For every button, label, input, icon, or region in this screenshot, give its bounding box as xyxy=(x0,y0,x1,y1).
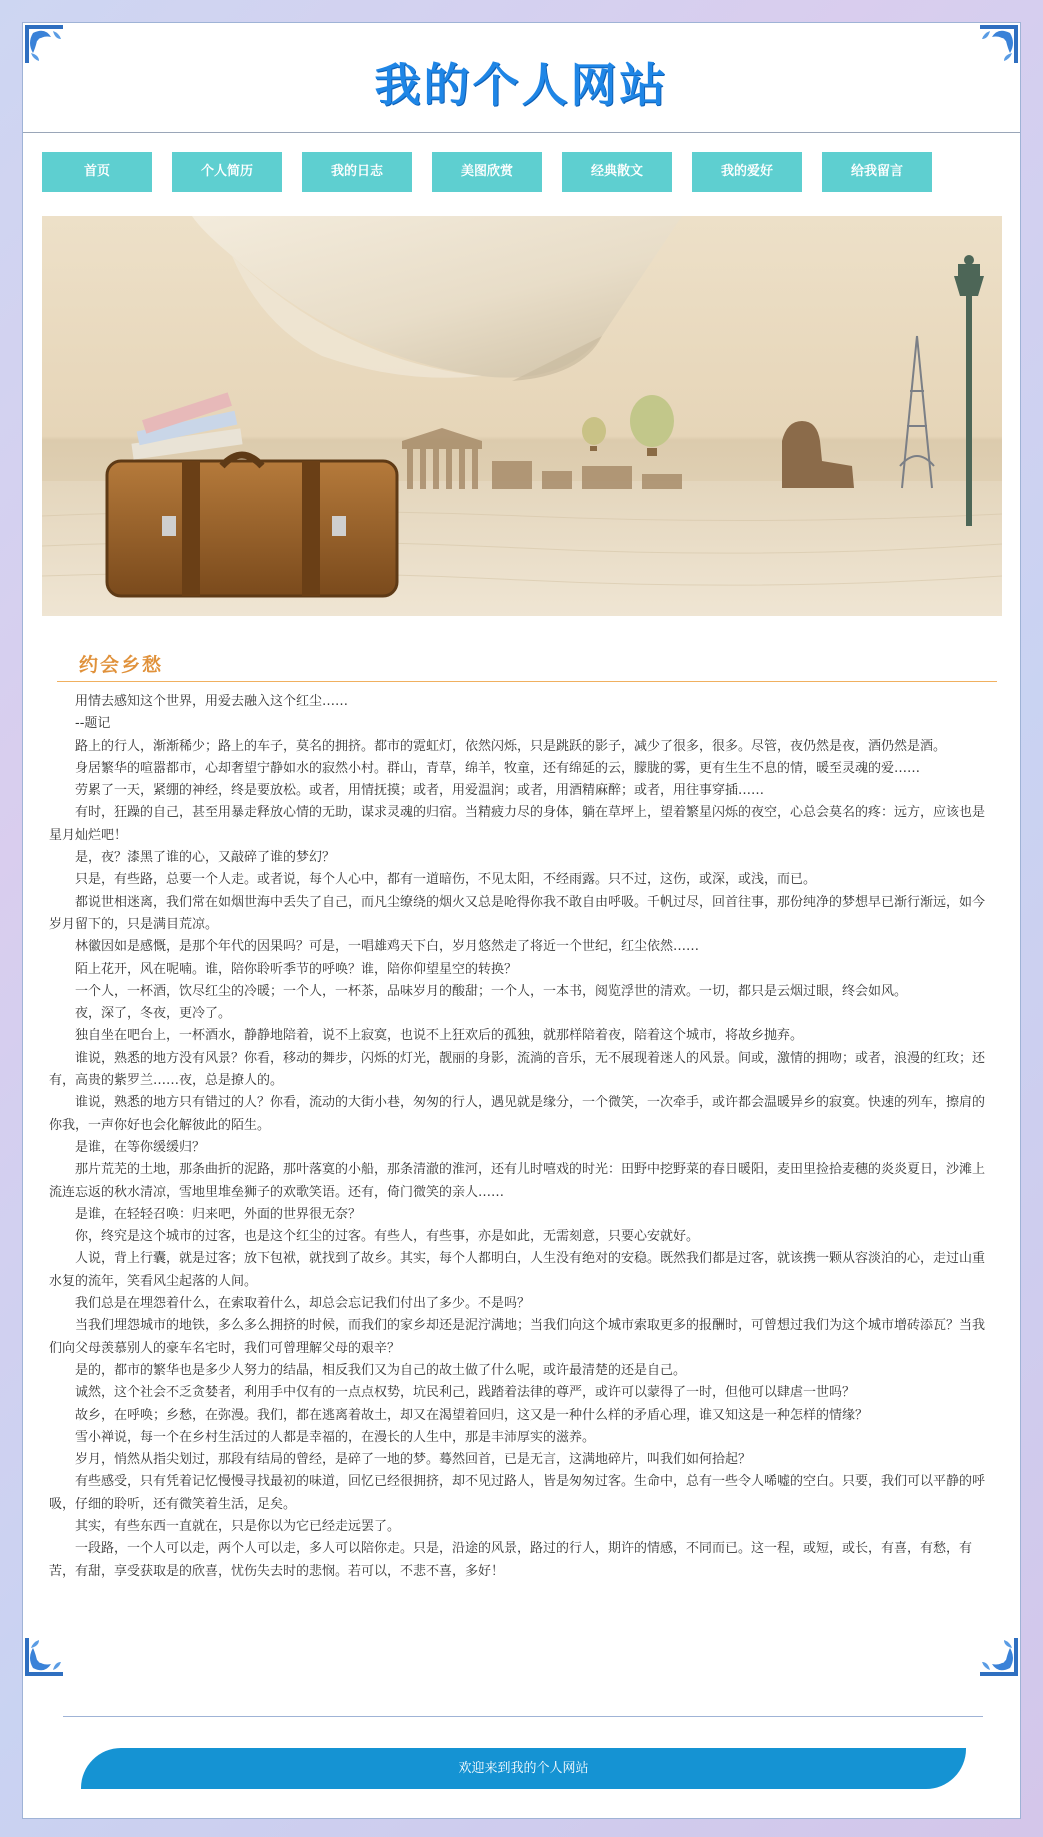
article-paragraph: 是，夜？漆黑了谁的心，又敲碎了谁的梦幻？ xyxy=(75,850,336,866)
article-paragraph: 夜，深了，冬夜，更冷了。 xyxy=(75,1006,232,1022)
article-paragraph: 劳累了一天，紧绷的神经，终是要放松。或者，用情抚摸；或者，用爱温润；或者，用酒精麻醉；或者，用往事穿插…… xyxy=(75,783,765,799)
site-title: 我的个人网站 xyxy=(374,58,669,112)
article-paragraph: 身居繁华的喧嚣都市，心却奢望宁静如水的寂然小村。群山，青草，绵羊，牧童，还有绵延的云，朦胧的雾，更有生生不息的情，暖至灵魂的爱…… xyxy=(75,760,921,776)
nav-item-home[interactable]: 首页 xyxy=(42,152,152,192)
article-paragraph: 我们总是在埋怨着什么，在索取着什么，却总会忘记我们付出了多少。不是吗？ xyxy=(75,1296,531,1312)
article-paragraph: 谁说，熟悉的地方没有风景？你看，移动的舞步，闪烁的灯光，靓丽的身影，流淌的音乐，无不展现着迷人的风景。间或，激情的拥吻；或者，浪漫的红玫；还有，高贵的紫罗兰……夜，总是撩人的。 xyxy=(49,1050,986,1089)
article-paragraph: 是谁，在轻轻召唤：归来吧，外面的世界很无奈？ xyxy=(75,1206,362,1222)
article-paragraph: 只是，有些路，总要一个人走。或者说，每个人心中，都有一道暗伤，不见太阳，不经雨露。只不过，这伤，或深，或浅，而已。 xyxy=(75,872,817,888)
article-title: 约会乡愁 xyxy=(79,654,164,676)
article-paragraph: 人说，背上行囊，就是过客；放下包袱，就找到了故乡。其实，每个人都明白，人生没有绝对的安稳。既然我们都是过客，就该携一颗从容淡泊的心，走过山重水复的流年，笑看风尘起落的人间。 xyxy=(49,1251,986,1289)
corner-ornament-icon xyxy=(23,1634,67,1678)
article-paragraph: 用情去感知这个世界，用爱去融入这个红尘…… xyxy=(75,694,349,709)
article-paragraph: 其实，有些东西一直就在，只是你以为它已经走远罢了。 xyxy=(75,1518,401,1534)
article-paragraph: --题记 xyxy=(75,716,111,732)
banner-image xyxy=(42,216,1002,616)
article-paragraph: 一个人，一杯酒，饮尽红尘的冷暖；一个人，一杯茶，品味岁月的酸甜；一个人，一本书，阅览浮世的清欢。一切，都只是云烟过眼，终会如风。 xyxy=(75,983,908,999)
article-paragraph: 林徽因如是感慨，是那个年代的因果吗？可是，一唱雄鸡天下白，岁月悠然走了将近一个世纪，红尘依然…… xyxy=(75,939,700,955)
article-paragraph: 陌上花开，风在呢喃。谁，陪你聆听季节的呼唤？谁，陪你仰望星空的转换？ xyxy=(75,961,518,977)
article-paragraph: 故乡，在呼唤；乡愁，在弥漫。我们，都在逃离着故土，却又在渴望着回归，这又是一种什么样的矛盾心理，谁又知这是一种怎样的情缘？ xyxy=(75,1407,869,1423)
page-frame xyxy=(22,22,1021,1819)
article-paragraph: 一段路，一个人可以走，两个人可以走，多人可以陪你走。只是，沿途的风景，路过的行人，期许的情感，不同而已。这一程，或短，或长，有喜，有愁，有苦，有甜，享受获取是的欣喜，忧伤失去时的悲悯。若可以，不悲不喜，多好！ xyxy=(49,1541,973,1579)
article-paragraph: 诚然，这个社会不乏贪婪者，利用手中仅有的一点点权势，坑民利己，践踏着法律的尊严，或许可以蒙得了一时，但他可以肆虐一世吗？ xyxy=(75,1385,856,1401)
footer-banner: 欢迎来到我的个人网站 xyxy=(81,1748,966,1789)
footer-divider xyxy=(63,1716,983,1717)
article-paragraph: 是的，都市的繁华也是多少人努力的结晶，相反我们又为自己的故土做了什么呢，或许最清楚的还是自己。 xyxy=(75,1362,687,1378)
article-paragraph: 雪小禅说，每一个在乡村生活过的人都是幸福的，在漫长的人生中，那是丰沛厚实的滋养。 xyxy=(75,1429,596,1445)
nav-item-journal[interactable]: 我的日志 xyxy=(302,152,412,192)
article-paragraph: 独自坐在吧台上，一杯酒水，静静地陪着，说不上寂寞，也说不上狂欢后的孤独，就那样陪着夜，陪着这个城市，将故乡抛弃。 xyxy=(75,1028,804,1044)
site-header xyxy=(23,23,1020,133)
article-body xyxy=(49,691,993,1583)
article-paragraph: 当我们埋怨城市的地铁，多么多么拥挤的时候，而我们的家乡却还是泥泞满地；当我们向这个城市索取更多的报酬时，可曾想过我们为这个城市增砖添瓦？当我们向父母羡慕别人的豪车名宅时，我们可曾理解父母的艰辛？ xyxy=(49,1318,986,1356)
corner-ornament-icon xyxy=(976,1634,1020,1678)
nav-item-gallery[interactable]: 美图欣赏 xyxy=(432,152,542,192)
nav-item-guestbook[interactable]: 给我留言 xyxy=(822,152,932,192)
corner-ornament-icon xyxy=(23,23,67,67)
nav-item-resume[interactable]: 个人简历 xyxy=(172,152,282,192)
article-paragraph: 那片荒芜的土地，那条曲折的泥路，那叶落寞的小船，那条清澈的淮河，还有儿时嘻戏的时光：田野中挖野菜的春日暖阳，麦田里捡拾麦穗的炎炎夏日，沙滩上流连忘返的秋水清凉，雪地里堆垒狮子的欢歌笑语。还有，倚门微笑的亲人…… xyxy=(49,1162,986,1200)
article-paragraph: 有些感受，只有凭着记忆慢慢寻找最初的味道，回忆已经很拥挤，却不见过路人，皆是匆匆过客。生命中，总有一些令人唏嘘的空白。只要，我们可以平静的呼吸，仔细的聆听，还有微笑着生活，足矣。 xyxy=(49,1474,986,1512)
article-paragraph: 你，终究是这个城市的过客，也是这个红尘的过客。有些人，有些事，亦是如此，无需刻意，只要心安就好。 xyxy=(75,1229,700,1245)
article-paragraph: 是谁，在等你缓缓归？ xyxy=(75,1139,206,1155)
article-paragraph: 路上的行人，渐渐稀少；路上的车子，莫名的拥挤。都市的霓虹灯，依然闪烁，只是跳跃的影子，减少了很多，很多。尽管，夜仍然是夜，酒仍然是酒。 xyxy=(75,738,947,754)
nav-item-hobbies[interactable]: 我的爱好 xyxy=(692,152,802,192)
article-paragraph: 谁说，熟悉的地方只有错过的人？你看，流动的大街小巷，匆匆的行人，遇见就是缘分，一个微笑，一次牵手，或许都会温暖异乡的寂寞。快速的列车，擦肩的你我，一声你好也会化解彼此的陌生。 xyxy=(49,1095,986,1133)
article-paragraph: 有时，狂躁的自己，甚至用暴走释放心情的无助，谋求灵魂的归宿。当精疲力尽的身体，躺在草坪上，望着繁星闪烁的夜空，心总会莫名的疼：远方，应该也是星月灿烂吧！ xyxy=(49,805,986,843)
banner-illustration xyxy=(42,216,1002,616)
article-paragraph: 岁月，悄然从指尖划过，那段有结局的曾经，是碎了一地的梦。蓦然回首，已是无言，这满地碎片，叫我们如何拾起？ xyxy=(75,1452,752,1468)
corner-ornament-icon xyxy=(976,23,1020,67)
article-title-divider xyxy=(57,681,997,682)
nav-item-essays[interactable]: 经典散文 xyxy=(562,152,672,192)
article-paragraph: 都说世相迷离，我们常在如烟世海中丢失了自己，而凡尘缭绕的烟火又总是呛得你我不敢自由呼吸。千帆过尽，回首往事，那份纯净的梦想早已渐行渐远，如今岁月留下的，只是满目荒凉。 xyxy=(49,894,986,932)
